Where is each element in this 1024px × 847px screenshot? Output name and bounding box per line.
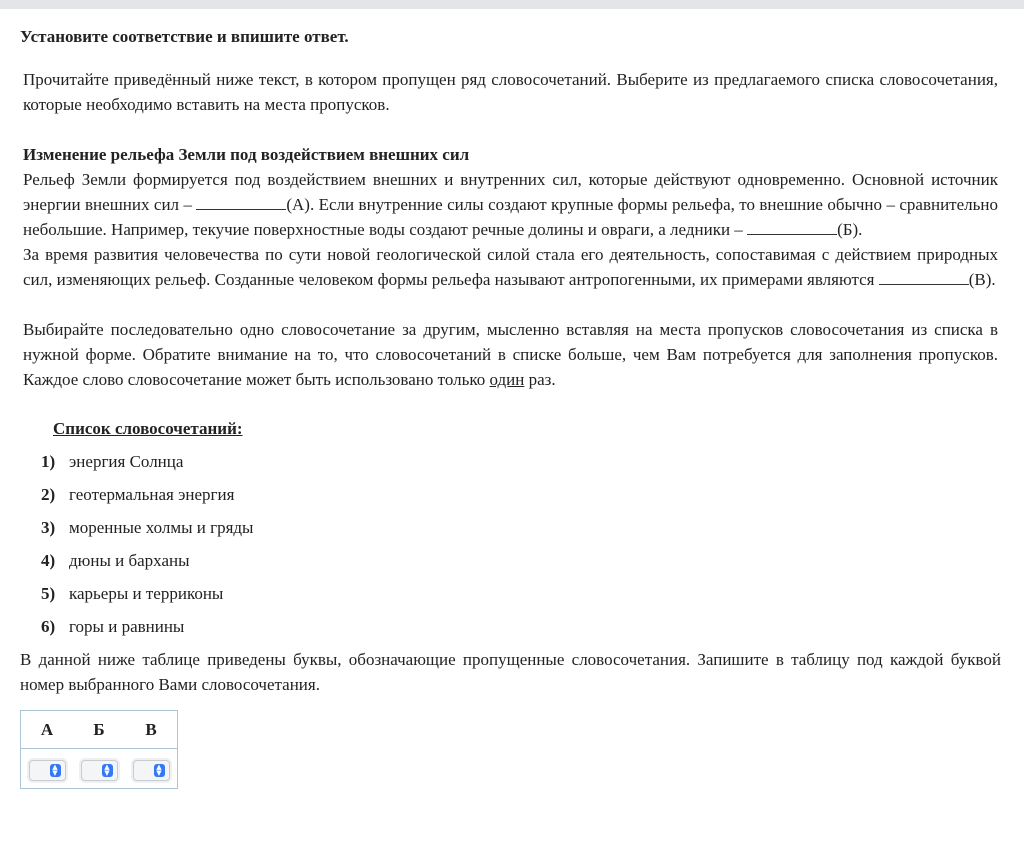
- answer-select-b[interactable]: [81, 760, 118, 781]
- option-text: геотермальная энергия: [69, 485, 235, 504]
- option-text: дюны и барханы: [69, 551, 190, 570]
- paragraph-1-mark-a: (А). Если внутренние силы создают крупные формы рельефа, то внешние обычно – сравнительно небольшие. Например, текучие поверхностные воды создают речные долины и овраги, а ледники –: [23, 195, 998, 239]
- guide-part2: раз.: [524, 370, 556, 389]
- gap-b-blank: [747, 217, 837, 235]
- guide-text: [23, 317, 998, 392]
- paragraph-1-mark-b: (Б).: [837, 220, 863, 239]
- guide-part1: Выбирайте последовательно одно словосочетание за другим, мысленно вставляя на места пропусков словосочетания из списка в нужной форме. Обратите внимание на то, что словосочетаний в списке больше, чем Вам потребуется для заполнения пропусков. Каждое слово словосочетание может быть использовано только: [23, 320, 998, 389]
- task-instruction: Установите соответствие и впишите ответ.: [20, 27, 349, 46]
- option-number: 5): [41, 584, 56, 603]
- paragraph-2-part1: За время развития человечества по сути новой геологической силой стала его деятельность, сопоставимая с действием природных сил, изменяющих рельеф. Созданные человеком формы рельефа называют антропогенными, их примерами являются: [23, 245, 998, 289]
- task-content: [20, 24, 1001, 789]
- paragraph-2-mark-v: (В).: [968, 270, 996, 289]
- list-item: [41, 581, 998, 614]
- option-text: моренные холмы и гряды: [69, 518, 254, 537]
- list-item: [41, 482, 998, 515]
- answer-header-v: В: [125, 711, 178, 749]
- list-item: [41, 614, 998, 647]
- guide-underlined-word: один: [489, 370, 525, 389]
- option-text: горы и равнины: [69, 617, 185, 636]
- list-item: [41, 515, 998, 548]
- list-title: Список словосочетаний:: [53, 419, 243, 438]
- updown-chevron-icon: ▲ ▼: [154, 764, 165, 777]
- option-number: 1): [41, 452, 56, 471]
- paragraph-1: [23, 167, 998, 242]
- updown-chevron-icon: ▲ ▼: [102, 764, 113, 777]
- option-number: 6): [41, 617, 56, 636]
- options-list: [23, 449, 998, 647]
- option-number: 3): [41, 518, 56, 537]
- answer-select-v[interactable]: [133, 760, 170, 781]
- text-title: Изменение рельефа Земли под воздействием внешних сил: [23, 145, 470, 164]
- answer-table-select-row: [21, 749, 178, 789]
- option-number: 4): [41, 551, 56, 570]
- answer-table-header-row: [21, 711, 178, 749]
- gap-v-blank: [879, 267, 969, 285]
- answer-table: [20, 710, 178, 789]
- option-text: карьеры и терриконы: [69, 584, 224, 603]
- option-text: энергия Солнца: [69, 452, 184, 471]
- top-bar: [0, 0, 1024, 9]
- gap-a-blank: [196, 192, 286, 210]
- updown-chevron-icon: ▲ ▼: [50, 764, 61, 777]
- answer-select-a[interactable]: [29, 760, 66, 781]
- list-item: [41, 449, 998, 482]
- answer-header-a: А: [21, 711, 74, 749]
- paragraph-2: [23, 242, 998, 292]
- paragraph-1-part1: Рельеф Земли формируется под воздействием внешних и внутренних сил, которые действуют одновременно. Основной источник энергии внешних сил –: [23, 170, 998, 214]
- task-body: [20, 67, 1001, 647]
- intro-text: Прочитайте приведённый ниже текст, в котором пропущен ряд словосочетаний. Выберите из предлагаемого списка словосочетания, которые необходимо вставить на места пропусков.: [23, 70, 998, 114]
- answer-header-b: Б: [73, 711, 125, 749]
- option-number: 2): [41, 485, 56, 504]
- list-item: [41, 548, 998, 581]
- table-instruction: В данной ниже таблице приведены буквы, обозначающие пропущенные словосочетания. Запишите в таблицу под каждой буквой номер выбранного Вами словосочетания.: [20, 650, 1001, 694]
